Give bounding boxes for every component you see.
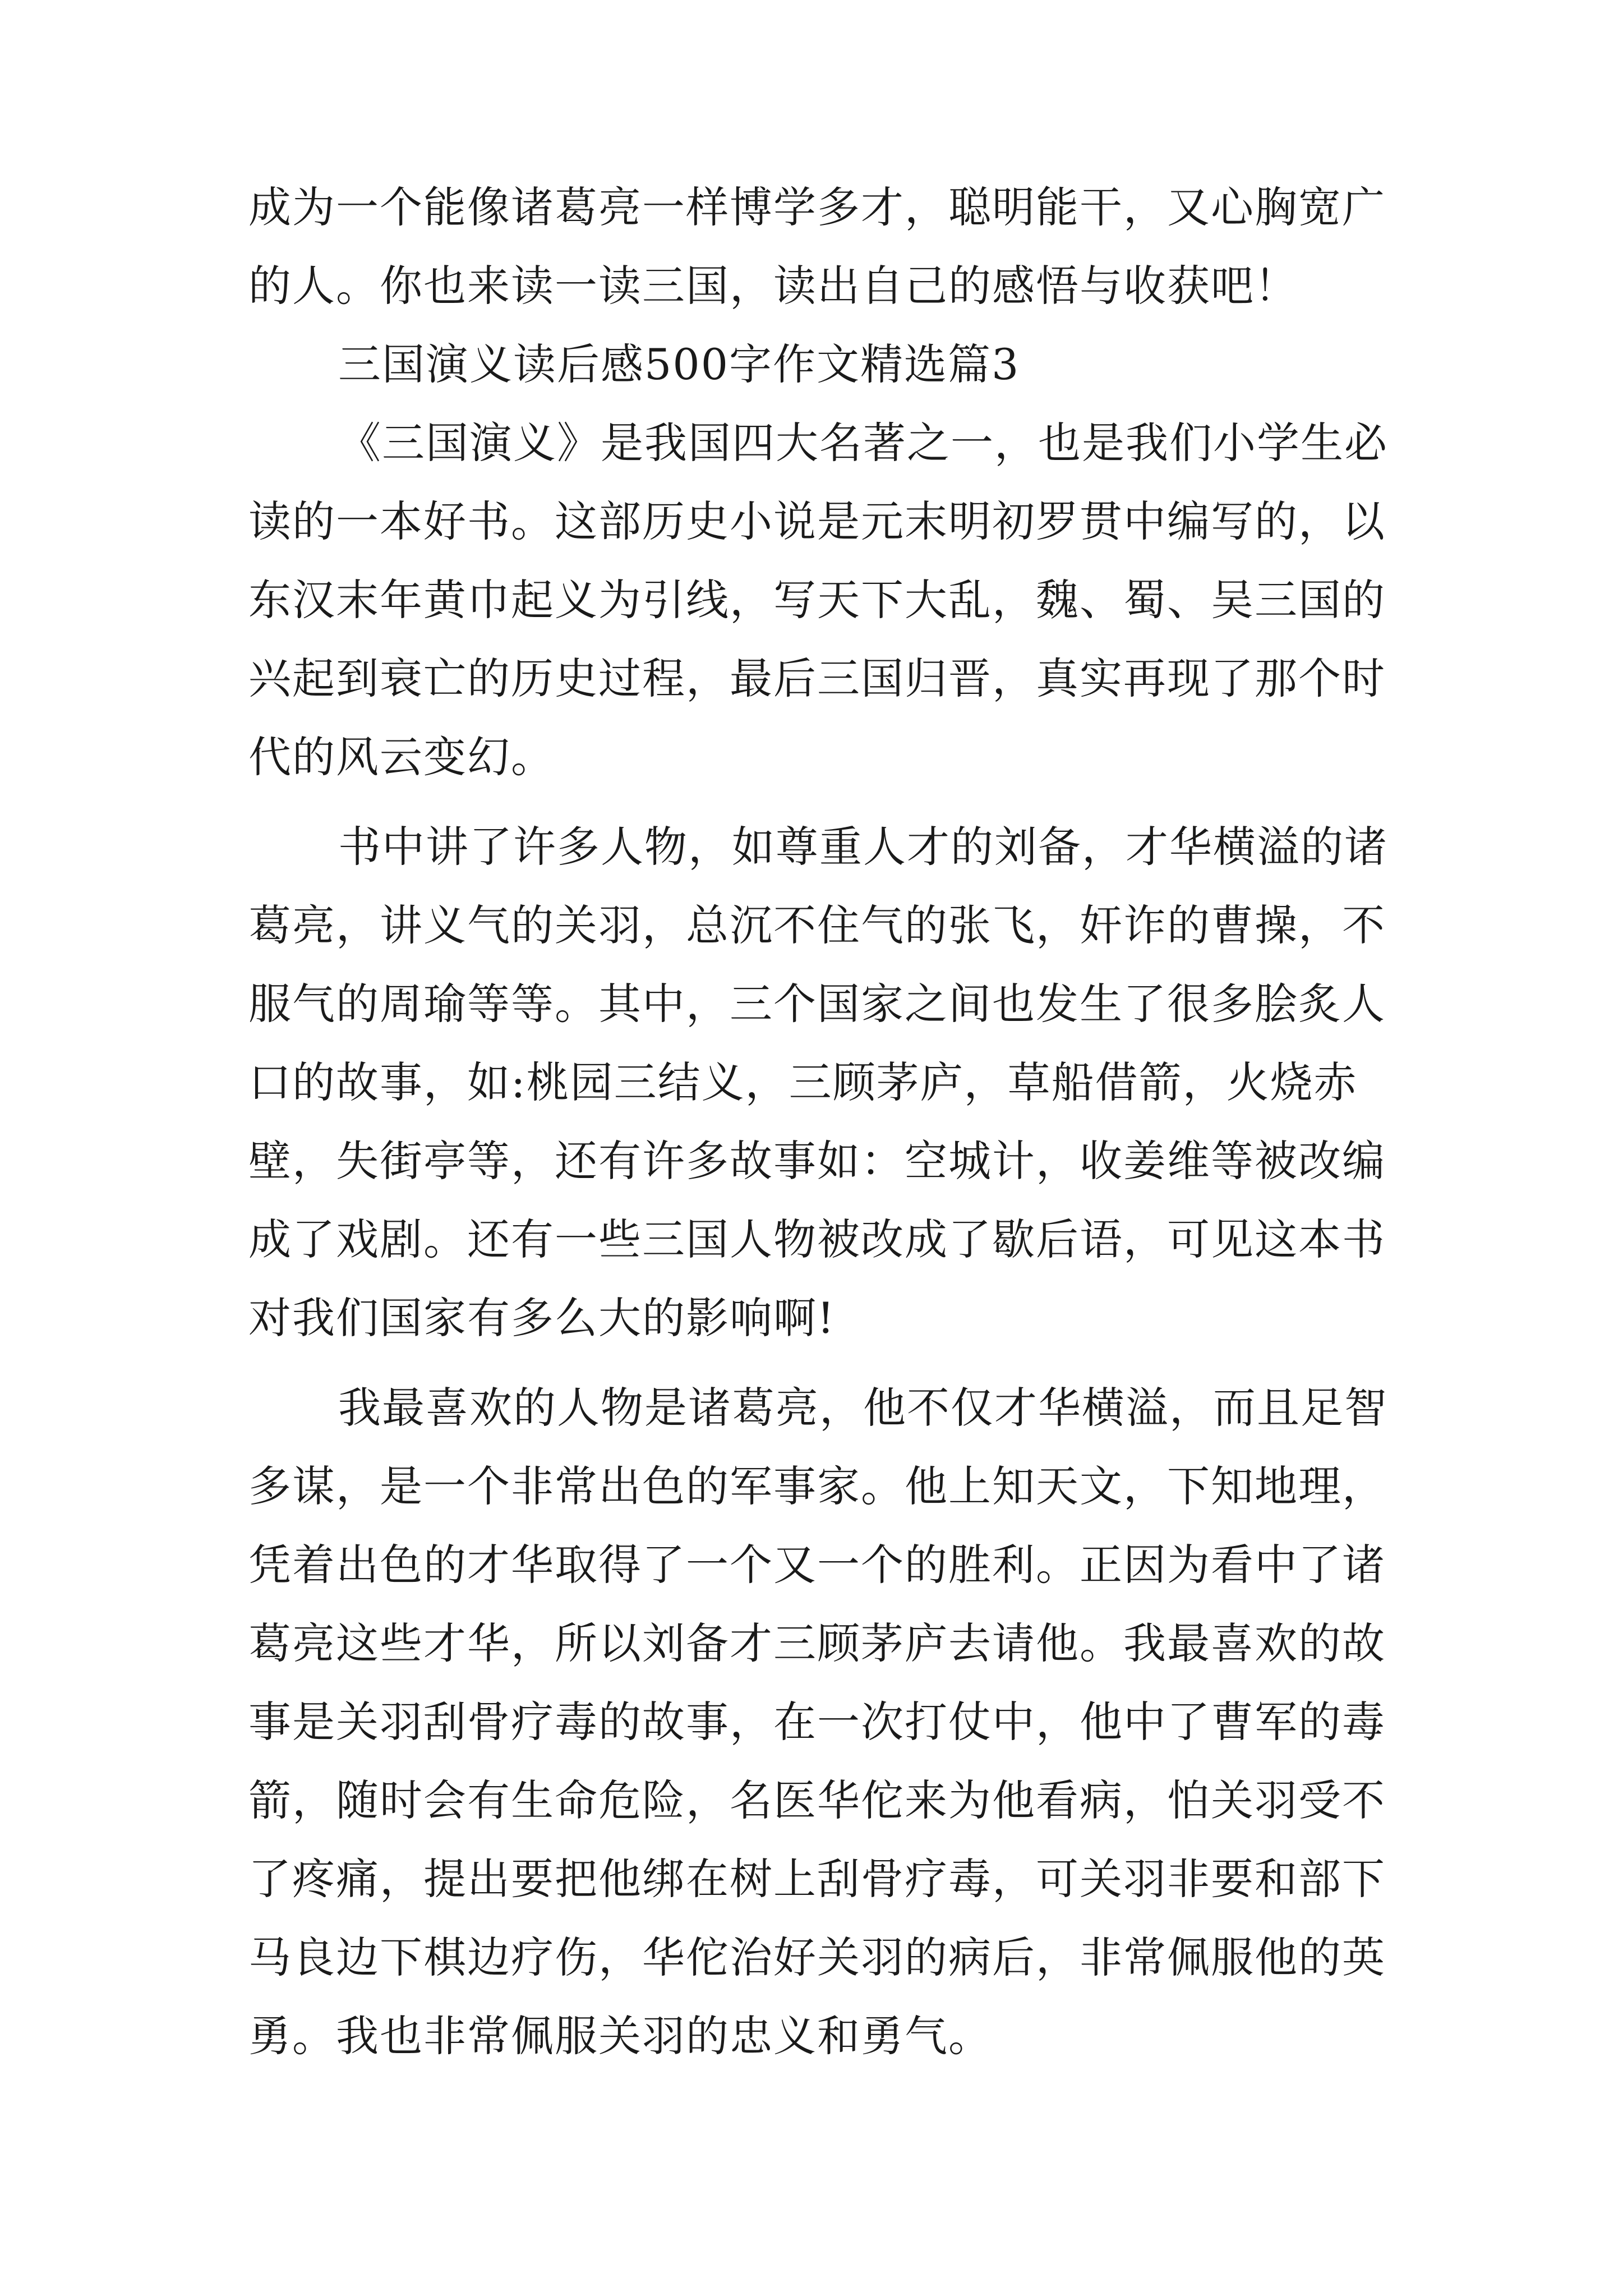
text-line: 的人。你也来读一读三国，读出自己的感悟与收获吧！ bbox=[248, 261, 1298, 311]
paragraph-start-line: 我最喜欢的人物是诸葛亮，他不仅才华横溢，而且足智 bbox=[338, 1383, 1388, 1433]
paragraph-start-line: 书中讲了许多人物，如尊重人才的刘备，才华横溢的诸 bbox=[338, 822, 1388, 872]
text-line: 壁，失街亭等，还有许多故事如：空城计，收姜维等被改编 bbox=[248, 1136, 1386, 1186]
section-heading: 三国演义读后感500字作文精选篇3 bbox=[338, 339, 1020, 389]
text-line: 事是关羽刮骨疗毒的故事，在一次打仗中，他中了曹军的毒 bbox=[248, 1697, 1386, 1747]
text-line: 口的故事，如:桃园三结义，三顾茅庐，草船借箭，火烧赤 bbox=[248, 1057, 1358, 1107]
text-line: 了疼痛，提出要把他绑在树上刮骨疗毒，可关羽非要和部下 bbox=[248, 1854, 1386, 1904]
text-line: 多谋，是一个非常出色的军事家。他上知天文，下知地理， bbox=[248, 1461, 1386, 1511]
text-line: 读的一本好书。这部历史小说是元末明初罗贯中编写的，以 bbox=[248, 496, 1386, 546]
paragraph-start-line: 《三国演义》是我国四大名著之一，也是我们小学生必 bbox=[338, 418, 1388, 468]
text-line: 服气的周瑜等等。其中，三个国家之间也发生了很多脍炙人 bbox=[248, 979, 1386, 1029]
text-line: 箭，随时会有生命危险，名医华佗来为他看病，怕关羽受不 bbox=[248, 1775, 1386, 1825]
text-line: 兴起到衰亡的历史过程，最后三国归晋，真实再现了那个时 bbox=[248, 654, 1386, 703]
text-line: 成了戏剧。还有一些三国人物被改成了歇后语，可见这本书 bbox=[248, 1214, 1386, 1264]
text-line: 葛亮，讲义气的关羽，总沉不住气的张飞，奸诈的曹操，不 bbox=[248, 900, 1386, 950]
text-line: 葛亮这些才华，所以刘备才三顾茅庐去请他。我最喜欢的故 bbox=[248, 1618, 1386, 1668]
text-line: 代的风云变幻。 bbox=[248, 732, 555, 782]
text-line: 马良边下棋边疗伤，华佗治好关羽的病后，非常佩服他的英 bbox=[248, 1932, 1386, 1982]
text-line: 东汉末年黄巾起义为引线，写天下大乱，魏、蜀、吴三国的 bbox=[248, 575, 1386, 625]
text-line: 凭着出色的才华取得了一个又一个的胜利。正因为看中了诸 bbox=[248, 1540, 1386, 1590]
text-line: 对我们国家有多么大的影响啊! bbox=[248, 1293, 836, 1343]
text-line: 勇。我也非常佩服关羽的忠义和勇气。 bbox=[248, 2011, 992, 2061]
text-line: 成为一个能像诸葛亮一样博学多才，聪明能干，又心胸宽广 bbox=[248, 182, 1386, 232]
